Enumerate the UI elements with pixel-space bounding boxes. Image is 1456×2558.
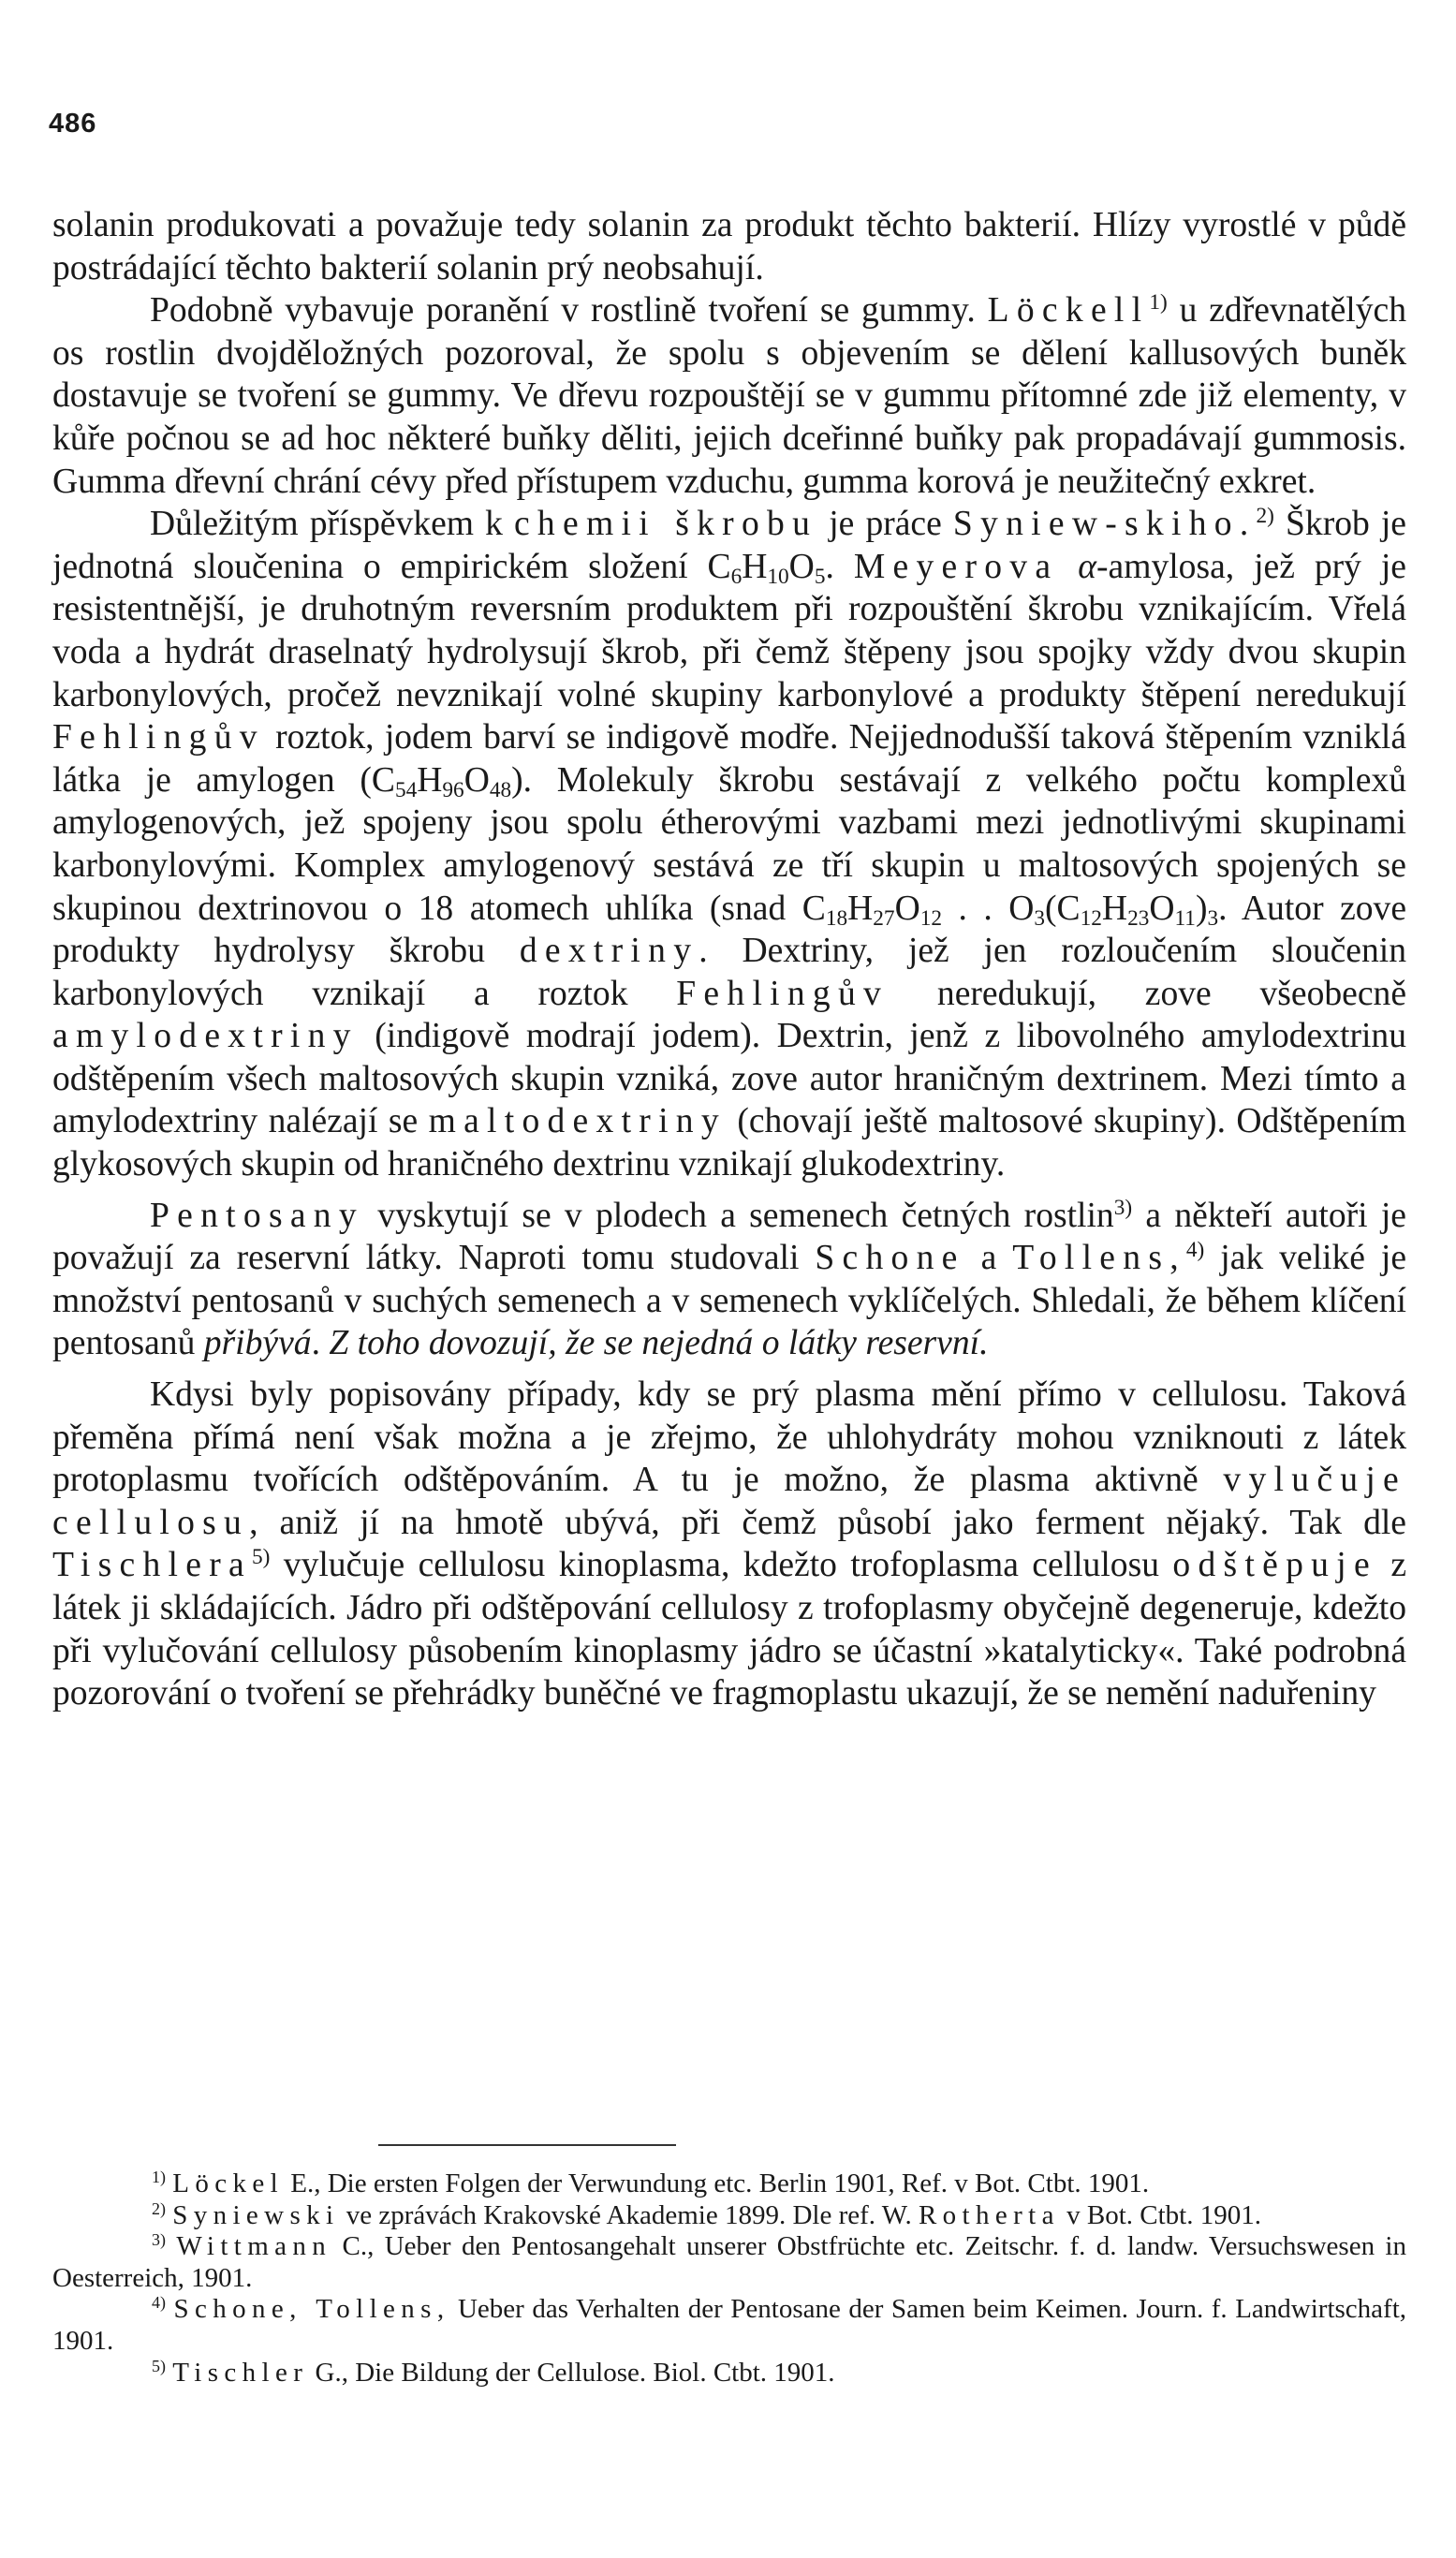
subscript: 6	[730, 564, 743, 589]
text-run: H	[417, 760, 443, 800]
text-run: jak veliké je množství pentosanů v suchých semenech a v semenech vyklíčelých. Shledali, že během klíčení pentosanů	[52, 1239, 1407, 1363]
text-run: maltodextriny	[428, 1102, 727, 1141]
text-run	[166, 2294, 174, 2324]
text-run: O	[894, 889, 920, 928]
page-number: 486	[49, 109, 97, 139]
footnote-ref: 1)	[152, 2168, 166, 2187]
text-run: H	[847, 889, 874, 928]
text-run: Důležitým příspěvkem k	[150, 505, 514, 544]
text-run: Z toho dovozují, že se nejedná o látky reservní.	[329, 1324, 989, 1363]
text-run: .	[311, 1324, 330, 1363]
text-run: Fehlingův	[676, 974, 890, 1013]
paragraph-5	[52, 1374, 1406, 1715]
text-run: Schone, Tollens,	[173, 2294, 450, 2325]
text-run: amylodextriny	[52, 1017, 359, 1056]
footnote-1	[52, 2168, 1406, 2200]
text-run: vylučuje cellulosu	[52, 1461, 1406, 1542]
text-run: a	[964, 1239, 1013, 1278]
footnote-ref: 4)	[152, 2293, 166, 2313]
text-run: Tollens,	[1012, 1239, 1186, 1278]
text-run: je práce	[817, 505, 953, 544]
text-run: . Dextriny, jež jen rozloučením sloučenin karbonylových vznikají a roztok	[52, 932, 1406, 1013]
text-run: přibývá	[203, 1324, 312, 1363]
text-run: (indigově modrají jodem). Dextrin, jenž z libovolného amylodextrinu odštěpením všech maltosových skupin vzniká, zove autor hraničným dextrinem. Mezi tímto a amylodextriny nalézají se	[52, 1017, 1406, 1141]
footnote-4	[52, 2294, 1406, 2357]
text-run: H	[742, 547, 768, 586]
subscript: 12	[919, 905, 942, 931]
subscript: 3	[1207, 905, 1219, 931]
footnote-ref: 5)	[152, 2356, 166, 2375]
text-run: Rotherta	[918, 2199, 1060, 2230]
text-run: Fehlingův	[52, 718, 265, 757]
paragraph-4	[52, 1195, 1406, 1365]
subscript: 11	[1174, 905, 1196, 931]
footnote-ref: 1)	[1149, 290, 1168, 316]
text-run: u zdřevnatělých os rostlin dvojděložných pozoroval, že spolu s objevením se dělení kallusových buněk dostavuje se tvoření se gummy. Ve dřevu rozpouštějí se v gummu přítomné zde již elementy, v kůře počnou se ad hoc některé buňky děliti, jejich dceřinné buňky pak propadávají gummosis. Gumma dřevní chrání cévy před přístupem vzduchu, gumma korová je neužitečný exkret.	[52, 291, 1406, 501]
subscript: 3	[1034, 905, 1046, 931]
text-run: ). Molekuly škrobu sestávají z velkého počtu komplexů amylogenových, jež spojeny jsou spolu étherovými vazbami mezi jednotlivými skupinami karbonylovými. Komplex amylogenový sestává ze tří skupin u maltosových spojených se skupinou dextrinovou o 18 atomech uhlíka (snad C	[52, 760, 1407, 928]
text-run: neredukují, zove všeobecně	[889, 974, 1406, 1013]
main-text	[52, 204, 1406, 1715]
text-run: (C	[1045, 889, 1081, 928]
text-run: O	[788, 547, 815, 586]
subscript: 5	[814, 564, 826, 589]
text-run: O	[1149, 889, 1175, 928]
subscript: 48	[489, 777, 512, 802]
text-run: α	[1078, 547, 1097, 586]
footnote-ref: 3)	[1113, 1195, 1133, 1220]
paragraph-3	[52, 503, 1406, 1186]
subscript: 54	[394, 777, 418, 802]
text-run: chemii škrobu	[513, 505, 818, 544]
subscript: 10	[767, 564, 789, 589]
text-run: Syniewski	[172, 2199, 340, 2230]
subscript: 18	[825, 905, 848, 931]
subscript: 96	[442, 777, 464, 802]
text-run: Pentosany	[150, 1196, 364, 1235]
paragraph-2	[52, 289, 1406, 503]
text-run: solanin produkovati a považuje tedy solanin za produkt těchto bakterií. Hlízy vyrostlé v půdě postrádající těchto bakterií solanin prý neobsahují.	[52, 206, 1406, 287]
text-run: Ueber das Verhalten der Pentosane der Samen beim Keimen. Journ. f. Landwirtschaft, 1901.	[52, 2294, 1407, 2356]
subscript: 27	[873, 905, 895, 931]
text-run: Löckell	[987, 291, 1150, 331]
text-run: .	[825, 547, 854, 586]
footnote-ref: 5)	[251, 1545, 271, 1570]
text-run: dextriny	[519, 932, 699, 971]
text-run: Wittmann	[176, 2231, 332, 2262]
paragraph-1	[52, 204, 1406, 289]
text-run: vyskytují se v plodech a semenech četných rostlin	[363, 1196, 1114, 1235]
footnote-divider	[378, 2144, 676, 2146]
text-run: . . O	[942, 889, 1035, 928]
footnote-ref: 2)	[1256, 504, 1274, 529]
text-run: E., Die ersten Folgen der Verwundung etc. Berlin 1901, Ref. v Bot. Ctbt. 1901.	[284, 2168, 1150, 2198]
text-run: Tischlera	[52, 1546, 252, 1585]
text-run: odštěpuje	[1172, 1546, 1377, 1585]
text-run: (chovají ještě maltosové skupiny). Odštěpením glykosových skupin od hraničného dextrinu vznikají glukodextriny.	[52, 1102, 1406, 1184]
footnote-2	[52, 2200, 1406, 2232]
text-run: , aniž jí na hmotě ubývá, při čemž působí jako ferment nějaký. Tak dle	[249, 1503, 1406, 1542]
text-run: v Bot. Ctbt. 1901.	[1059, 2199, 1261, 2230]
text-run: Löckel	[172, 2168, 285, 2198]
footnote-ref: 3)	[152, 2230, 166, 2250]
text-run: ve zprávách Krakovské Akademie 1899. Dle ref. W.	[339, 2199, 919, 2230]
text-run: Podobně vybavuje poranění v rostlině tvoření se gummy.	[150, 291, 988, 331]
text-run: vylučuje cellulosu kinoplasma, kdežto trofoplasma cellulosu	[270, 1546, 1173, 1585]
subscript: 23	[1127, 905, 1150, 931]
footnotes	[52, 2168, 1406, 2389]
text-run: -amylosa, jež prý je resistentnější, je druhotným reversním produktem při rozpouštění škrobu vznikajícím. Vřelá voda a hydrát draselnatý hydrolysují škrob, při čemž štěpeny jsou spojky vždy dvou skupin karbonylových, pročež nevznikají volné skupiny karbonylové a produkty štěpení neredukují	[52, 547, 1406, 714]
text-run: )	[1195, 889, 1208, 928]
text-run	[1058, 548, 1078, 586]
text-run	[166, 2231, 176, 2261]
text-run: G., Die Bildung der Cellulose. Biol. Ctbt. 1901.	[308, 2357, 835, 2388]
text-run: Kdysi byly popisovány případy, kdy se prý plasma mění přímo v cellulosu. Taková přeměna přímá není však možna a je zřejmo, že uhlohydráty mohou vzniknouti z látek protoplasmu tvořících odštěpováním. A tu je možno, že plasma aktivně	[52, 1375, 1406, 1500]
text-run: Tischler	[172, 2357, 309, 2388]
footnote-5	[52, 2358, 1406, 2389]
text-run: a někteří autoři je považují za reservní látky. Naproti tomu studovali	[52, 1196, 1406, 1278]
footnote-ref: 4)	[1185, 1238, 1205, 1263]
text-run: . Autor zove produkty hydrolysy škrobu	[52, 889, 1407, 971]
text-run: Schone	[815, 1239, 965, 1278]
text-run: z látek ji skládajících. Jádro při odštěpování cellulosy z trofoplasmy obyčejně degeneruje, kdežto při vylučování cellulosy působením kinoplasmy jádro se účastní »katalyticky«. Také podrobná pozorování o tvoření se přehrádky buněčné ve fragmoplastu ukazují, že se nemění naduřeniny	[52, 1546, 1407, 1713]
text-run: C., Ueber den Pentosangehalt unserer Obstfrüchte etc. Zeitschr. f. d. landw. Versuchswesen in Oesterreich, 1901.	[52, 2231, 1406, 2293]
text-run: Meyerova	[853, 547, 1059, 586]
text-run: H	[1101, 889, 1128, 928]
text-run: O	[463, 760, 490, 800]
text-run: Syniew-skiho.	[952, 505, 1257, 544]
footnote-ref: 2)	[152, 2198, 166, 2218]
footnote-3	[52, 2231, 1406, 2294]
text-run: roztok, jodem barví se indigově modře. Nejjednodušší taková štěpením vzniklá látka je amylogen (C	[52, 718, 1406, 800]
text-run: Škrob je jednotná sloučenina o empirickém složení C	[52, 505, 1406, 586]
subscript: 12	[1080, 905, 1102, 931]
